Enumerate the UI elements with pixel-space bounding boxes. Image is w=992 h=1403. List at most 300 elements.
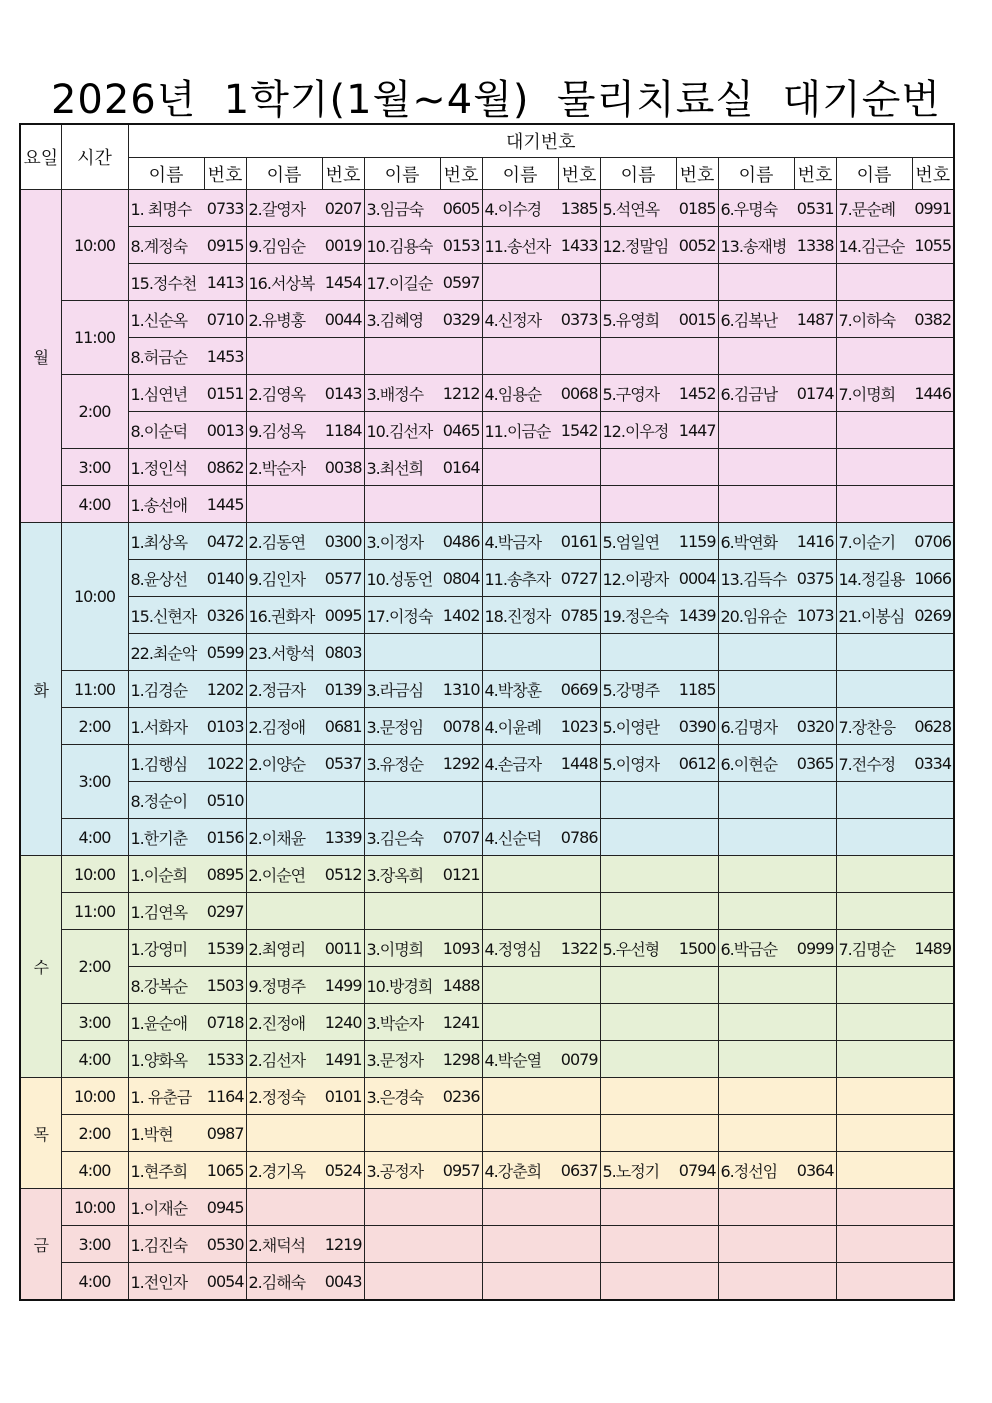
patient-name	[718, 634, 794, 671]
header-name: 이름	[482, 158, 558, 190]
patient-number	[794, 1078, 836, 1115]
patient-number: 1454	[322, 264, 364, 301]
patient-number: 0019	[322, 227, 364, 264]
header-number: 번호	[676, 158, 718, 190]
time-cell: 2:00	[61, 1115, 128, 1152]
patient-number: 1488	[440, 967, 482, 1004]
day-cell: 화	[20, 523, 61, 856]
patient-name	[836, 449, 912, 486]
patient-name: 10.김용숙	[364, 227, 440, 264]
patient-number: 0382	[912, 301, 954, 338]
patient-number	[558, 1078, 600, 1115]
patient-number	[440, 1115, 482, 1152]
header-time: 시간	[61, 124, 128, 190]
patient-number	[558, 967, 600, 1004]
patient-number: 0121	[440, 856, 482, 893]
patient-number: 0079	[558, 1041, 600, 1078]
patient-name	[718, 412, 794, 449]
patient-name	[836, 856, 912, 893]
patient-number: 0710	[204, 301, 246, 338]
patient-name	[718, 1263, 794, 1301]
patient-number: 0103	[204, 708, 246, 745]
patient-name	[482, 449, 558, 486]
patient-number: 0329	[440, 301, 482, 338]
patient-name	[482, 486, 558, 523]
table-row	[20, 227, 954, 264]
patient-name	[600, 1041, 676, 1078]
patient-number: 1385	[558, 190, 600, 227]
patient-number	[912, 338, 954, 375]
patient-number	[676, 264, 718, 301]
day-cell: 수	[20, 856, 61, 1078]
patient-name	[718, 671, 794, 708]
patient-number	[794, 338, 836, 375]
patient-name	[600, 1263, 676, 1301]
patient-number: 0365	[794, 745, 836, 782]
patient-number: 0095	[322, 597, 364, 634]
patient-number: 0151	[204, 375, 246, 412]
patient-number: 0637	[558, 1152, 600, 1189]
patient-name: 9.김임순	[246, 227, 322, 264]
patient-name	[600, 782, 676, 819]
patient-name: 3.유정순	[364, 745, 440, 782]
patient-name	[718, 1078, 794, 1115]
patient-name: 5.석연옥	[600, 190, 676, 227]
patient-number: 0054	[204, 1263, 246, 1301]
patient-name: 12.이광자	[600, 560, 676, 597]
patient-name	[718, 893, 794, 930]
patient-name: 1.이재순	[128, 1189, 204, 1226]
patient-number: 1447	[676, 412, 718, 449]
patient-number: 0044	[322, 301, 364, 338]
day-cell: 월	[20, 190, 61, 523]
patient-name: 11.송추자	[482, 560, 558, 597]
patient-number	[558, 1189, 600, 1226]
patient-number	[912, 1263, 954, 1301]
patient-name	[482, 634, 558, 671]
patient-name	[600, 486, 676, 523]
patient-number: 0297	[204, 893, 246, 930]
patient-number: 0174	[794, 375, 836, 412]
patient-name: 6.정선임	[718, 1152, 794, 1189]
page-title: 2026년 1학기(1월~4월) 물리치료실 대기순번	[50, 77, 942, 123]
patient-name: 3.문정자	[364, 1041, 440, 1078]
time-cell: 10:00	[61, 523, 128, 671]
patient-name: 2.유병홍	[246, 301, 322, 338]
patient-name: 5.이영란	[600, 708, 676, 745]
patient-number: 1533	[204, 1041, 246, 1078]
patient-number	[912, 782, 954, 819]
patient-name: 4.손금자	[482, 745, 558, 782]
patient-name: 7.김명순	[836, 930, 912, 967]
patient-name: 11.이금순	[482, 412, 558, 449]
patient-number: 1416	[794, 523, 836, 560]
patient-name: 7.문순례	[836, 190, 912, 227]
patient-name: 3.이정자	[364, 523, 440, 560]
patient-number: 1023	[558, 708, 600, 745]
patient-name: 4.강춘희	[482, 1152, 558, 1189]
patient-name: 5.노정기	[600, 1152, 676, 1189]
patient-name: 3.문정임	[364, 708, 440, 745]
patient-name: 8.허금순	[128, 338, 204, 375]
patient-name: 1.김행심	[128, 745, 204, 782]
patient-number: 0153	[440, 227, 482, 264]
patient-number: 1339	[322, 819, 364, 856]
patient-name: 1.강영미	[128, 930, 204, 967]
patient-name: 4.신정자	[482, 301, 558, 338]
table-row	[20, 671, 954, 708]
waiting-list-table	[19, 123, 955, 1301]
patient-name: 2.김선자	[246, 1041, 322, 1078]
patient-number	[912, 634, 954, 671]
patient-name: 7.이순기	[836, 523, 912, 560]
patient-number: 1500	[676, 930, 718, 967]
patient-name: 3.라금심	[364, 671, 440, 708]
header-number: 번호	[912, 158, 954, 190]
patient-number: 0300	[322, 523, 364, 560]
patient-name: 1.윤순애	[128, 1004, 204, 1041]
patient-number: 1164	[204, 1078, 246, 1115]
patient-number: 0512	[322, 856, 364, 893]
table-row	[20, 1152, 954, 1189]
patient-name: 2.이순연	[246, 856, 322, 893]
patient-number	[440, 1189, 482, 1226]
patient-name	[836, 264, 912, 301]
patient-name	[364, 1115, 440, 1152]
time-cell: 10:00	[61, 1078, 128, 1115]
header-name: 이름	[718, 158, 794, 190]
patient-number	[558, 634, 600, 671]
patient-number: 1448	[558, 745, 600, 782]
patient-name	[718, 338, 794, 375]
table-row	[20, 412, 954, 449]
patient-number: 1055	[912, 227, 954, 264]
patient-number: 0537	[322, 745, 364, 782]
patient-number	[794, 782, 836, 819]
patient-name	[718, 819, 794, 856]
patient-name: 7.이명희	[836, 375, 912, 412]
patient-number: 0597	[440, 264, 482, 301]
patient-number	[440, 634, 482, 671]
patient-name: 2.진정애	[246, 1004, 322, 1041]
time-cell: 11:00	[61, 893, 128, 930]
patient-name	[600, 264, 676, 301]
patient-number: 1489	[912, 930, 954, 967]
patient-number: 0390	[676, 708, 718, 745]
patient-number: 1445	[204, 486, 246, 523]
patient-name	[600, 1189, 676, 1226]
patient-number: 1539	[204, 930, 246, 967]
patient-name	[836, 486, 912, 523]
patient-name	[246, 782, 322, 819]
patient-name	[718, 1189, 794, 1226]
table-row	[20, 819, 954, 856]
patient-number: 0139	[322, 671, 364, 708]
patient-name	[836, 893, 912, 930]
table-row	[20, 1226, 954, 1263]
patient-number	[794, 264, 836, 301]
patient-number	[794, 449, 836, 486]
patient-name: 1.한기춘	[128, 819, 204, 856]
patient-name	[482, 1078, 558, 1115]
patient-number: 0013	[204, 412, 246, 449]
patient-number: 0605	[440, 190, 482, 227]
patient-name: 15.신현자	[128, 597, 204, 634]
patient-number: 0530	[204, 1226, 246, 1263]
patient-name	[836, 634, 912, 671]
patient-number: 1453	[204, 338, 246, 375]
patient-number: 0364	[794, 1152, 836, 1189]
patient-name: 2.김동연	[246, 523, 322, 560]
patient-name: 3.이명희	[364, 930, 440, 967]
patient-name	[600, 1115, 676, 1152]
table-row	[20, 560, 954, 597]
patient-name: 4.정영심	[482, 930, 558, 967]
patient-name: 6.김금남	[718, 375, 794, 412]
patient-name	[246, 1115, 322, 1152]
patient-name: 14.김근순	[836, 227, 912, 264]
patient-name	[836, 1004, 912, 1041]
patient-number: 0599	[204, 634, 246, 671]
patient-number: 0991	[912, 190, 954, 227]
patient-number	[912, 1078, 954, 1115]
patient-name	[482, 1004, 558, 1041]
patient-number: 1542	[558, 412, 600, 449]
patient-number: 0375	[794, 560, 836, 597]
patient-name: 1.박현	[128, 1115, 204, 1152]
patient-number: 1413	[204, 264, 246, 301]
patient-name: 2.경기옥	[246, 1152, 322, 1189]
patient-name: 6.박금순	[718, 930, 794, 967]
patient-name	[482, 782, 558, 819]
patient-name	[246, 1189, 322, 1226]
patient-name	[836, 1226, 912, 1263]
patient-number	[794, 1189, 836, 1226]
patient-number: 1446	[912, 375, 954, 412]
patient-number	[794, 1263, 836, 1301]
patient-number: 1310	[440, 671, 482, 708]
patient-name: 1.정인석	[128, 449, 204, 486]
patient-name: 6.이현순	[718, 745, 794, 782]
patient-name: 22.최순악	[128, 634, 204, 671]
patient-number: 0862	[204, 449, 246, 486]
patient-name: 1.현주희	[128, 1152, 204, 1189]
time-cell: 2:00	[61, 930, 128, 1004]
table-row	[20, 930, 954, 967]
patient-number: 0373	[558, 301, 600, 338]
patient-number	[794, 967, 836, 1004]
header-number: 번호	[558, 158, 600, 190]
table-row	[20, 449, 954, 486]
patient-name: 1. 최명수	[128, 190, 204, 227]
patient-name: 8.강복순	[128, 967, 204, 1004]
patient-number	[912, 856, 954, 893]
patient-name: 5.구영자	[600, 375, 676, 412]
patient-number	[794, 1226, 836, 1263]
patient-name: 3.임금숙	[364, 190, 440, 227]
patient-number: 1402	[440, 597, 482, 634]
patient-name: 6.박연화	[718, 523, 794, 560]
patient-number	[794, 1041, 836, 1078]
patient-name	[482, 1115, 558, 1152]
patient-name	[836, 671, 912, 708]
patient-number	[676, 486, 718, 523]
patient-name: 1.이순희	[128, 856, 204, 893]
patient-number	[440, 486, 482, 523]
patient-number: 0052	[676, 227, 718, 264]
patient-name: 3.박순자	[364, 1004, 440, 1041]
patient-number: 1065	[204, 1152, 246, 1189]
patient-number: 1093	[440, 930, 482, 967]
patient-name: 2.이양순	[246, 745, 322, 782]
patient-name	[836, 1152, 912, 1189]
patient-name	[836, 819, 912, 856]
time-cell: 10:00	[61, 190, 128, 301]
patient-number	[440, 338, 482, 375]
patient-number: 0015	[676, 301, 718, 338]
patient-number: 1219	[322, 1226, 364, 1263]
patient-name: 2.이채윤	[246, 819, 322, 856]
patient-number	[912, 412, 954, 449]
patient-name: 8.정순이	[128, 782, 204, 819]
patient-name	[364, 893, 440, 930]
patient-number	[676, 819, 718, 856]
patient-number: 0718	[204, 1004, 246, 1041]
patient-name: 2.김해숙	[246, 1263, 322, 1301]
patient-name	[482, 1189, 558, 1226]
patient-number	[440, 1226, 482, 1263]
time-cell: 4:00	[61, 1152, 128, 1189]
patient-name: 17.이정숙	[364, 597, 440, 634]
table-row	[20, 523, 954, 560]
patient-number	[558, 486, 600, 523]
day-cell: 금	[20, 1189, 61, 1301]
patient-number: 0895	[204, 856, 246, 893]
patient-number: 0707	[440, 819, 482, 856]
patient-number	[558, 782, 600, 819]
patient-number: 1240	[322, 1004, 364, 1041]
patient-number	[558, 1263, 600, 1301]
patient-number: 0531	[794, 190, 836, 227]
patient-name: 2.김정애	[246, 708, 322, 745]
patient-name	[482, 893, 558, 930]
time-cell: 3:00	[61, 1004, 128, 1041]
patient-name: 6.김복난	[718, 301, 794, 338]
patient-number: 1241	[440, 1004, 482, 1041]
patient-name: 2.정정숙	[246, 1078, 322, 1115]
patient-name: 10.김선자	[364, 412, 440, 449]
time-cell: 2:00	[61, 708, 128, 745]
time-cell: 11:00	[61, 671, 128, 708]
patient-number: 1212	[440, 375, 482, 412]
patient-name: 1.신순옥	[128, 301, 204, 338]
patient-name: 2.정금자	[246, 671, 322, 708]
table-row	[20, 301, 954, 338]
patient-name: 1.김진숙	[128, 1226, 204, 1263]
patient-name	[836, 1078, 912, 1115]
patient-number: 0577	[322, 560, 364, 597]
patient-number: 1322	[558, 930, 600, 967]
patient-name: 8.이순덕	[128, 412, 204, 449]
table-row	[20, 264, 954, 301]
patient-name: 4.신순덕	[482, 819, 558, 856]
patient-number: 0161	[558, 523, 600, 560]
table-row	[20, 1115, 954, 1152]
patient-number: 0794	[676, 1152, 718, 1189]
table-row	[20, 708, 954, 745]
patient-name: 2.최영리	[246, 930, 322, 967]
patient-name: 12.이우정	[600, 412, 676, 449]
patient-number	[676, 1078, 718, 1115]
patient-name: 11.송선자	[482, 227, 558, 264]
patient-name	[600, 819, 676, 856]
patient-number: 1185	[676, 671, 718, 708]
table-row	[20, 1041, 954, 1078]
patient-name: 9.김성옥	[246, 412, 322, 449]
time-cell: 2:00	[61, 375, 128, 449]
patient-number	[676, 1226, 718, 1263]
patient-number: 0915	[204, 227, 246, 264]
patient-number	[912, 1152, 954, 1189]
patient-name: 17.이길순	[364, 264, 440, 301]
patient-number: 0236	[440, 1078, 482, 1115]
patient-name	[718, 486, 794, 523]
patient-name: 1. 유춘금	[128, 1078, 204, 1115]
time-cell: 4:00	[61, 819, 128, 856]
patient-name	[600, 1004, 676, 1041]
patient-number: 0334	[912, 745, 954, 782]
patient-number	[322, 1115, 364, 1152]
table-row	[20, 745, 954, 782]
patient-name: 7.이하숙	[836, 301, 912, 338]
patient-name: 4.박금자	[482, 523, 558, 560]
patient-name	[836, 412, 912, 449]
patient-number: 0472	[204, 523, 246, 560]
patient-number	[794, 634, 836, 671]
patient-number	[440, 782, 482, 819]
patient-name: 14.정길용	[836, 560, 912, 597]
patient-name: 8.윤상선	[128, 560, 204, 597]
patient-number	[912, 1226, 954, 1263]
patient-name	[600, 634, 676, 671]
header-waiting-number: 대기번호	[128, 124, 954, 158]
patient-number: 1202	[204, 671, 246, 708]
patient-number	[912, 449, 954, 486]
patient-name	[836, 338, 912, 375]
patient-number: 0269	[912, 597, 954, 634]
patient-number: 1184	[322, 412, 364, 449]
patient-number: 0945	[204, 1189, 246, 1226]
patient-name: 2.김영옥	[246, 375, 322, 412]
patient-number	[558, 856, 600, 893]
patient-name	[482, 1263, 558, 1301]
patient-number: 1073	[794, 597, 836, 634]
patient-name: 4.박창훈	[482, 671, 558, 708]
patient-name: 1.양화옥	[128, 1041, 204, 1078]
patient-number: 0727	[558, 560, 600, 597]
patient-name: 12.정말임	[600, 227, 676, 264]
patient-number	[794, 412, 836, 449]
patient-number: 0706	[912, 523, 954, 560]
patient-number: 0669	[558, 671, 600, 708]
patient-name: 6.우명숙	[718, 190, 794, 227]
patient-name: 1.김연옥	[128, 893, 204, 930]
patient-name	[718, 264, 794, 301]
patient-name	[600, 1078, 676, 1115]
patient-number: 0524	[322, 1152, 364, 1189]
patient-number: 1159	[676, 523, 718, 560]
patient-number: 0326	[204, 597, 246, 634]
